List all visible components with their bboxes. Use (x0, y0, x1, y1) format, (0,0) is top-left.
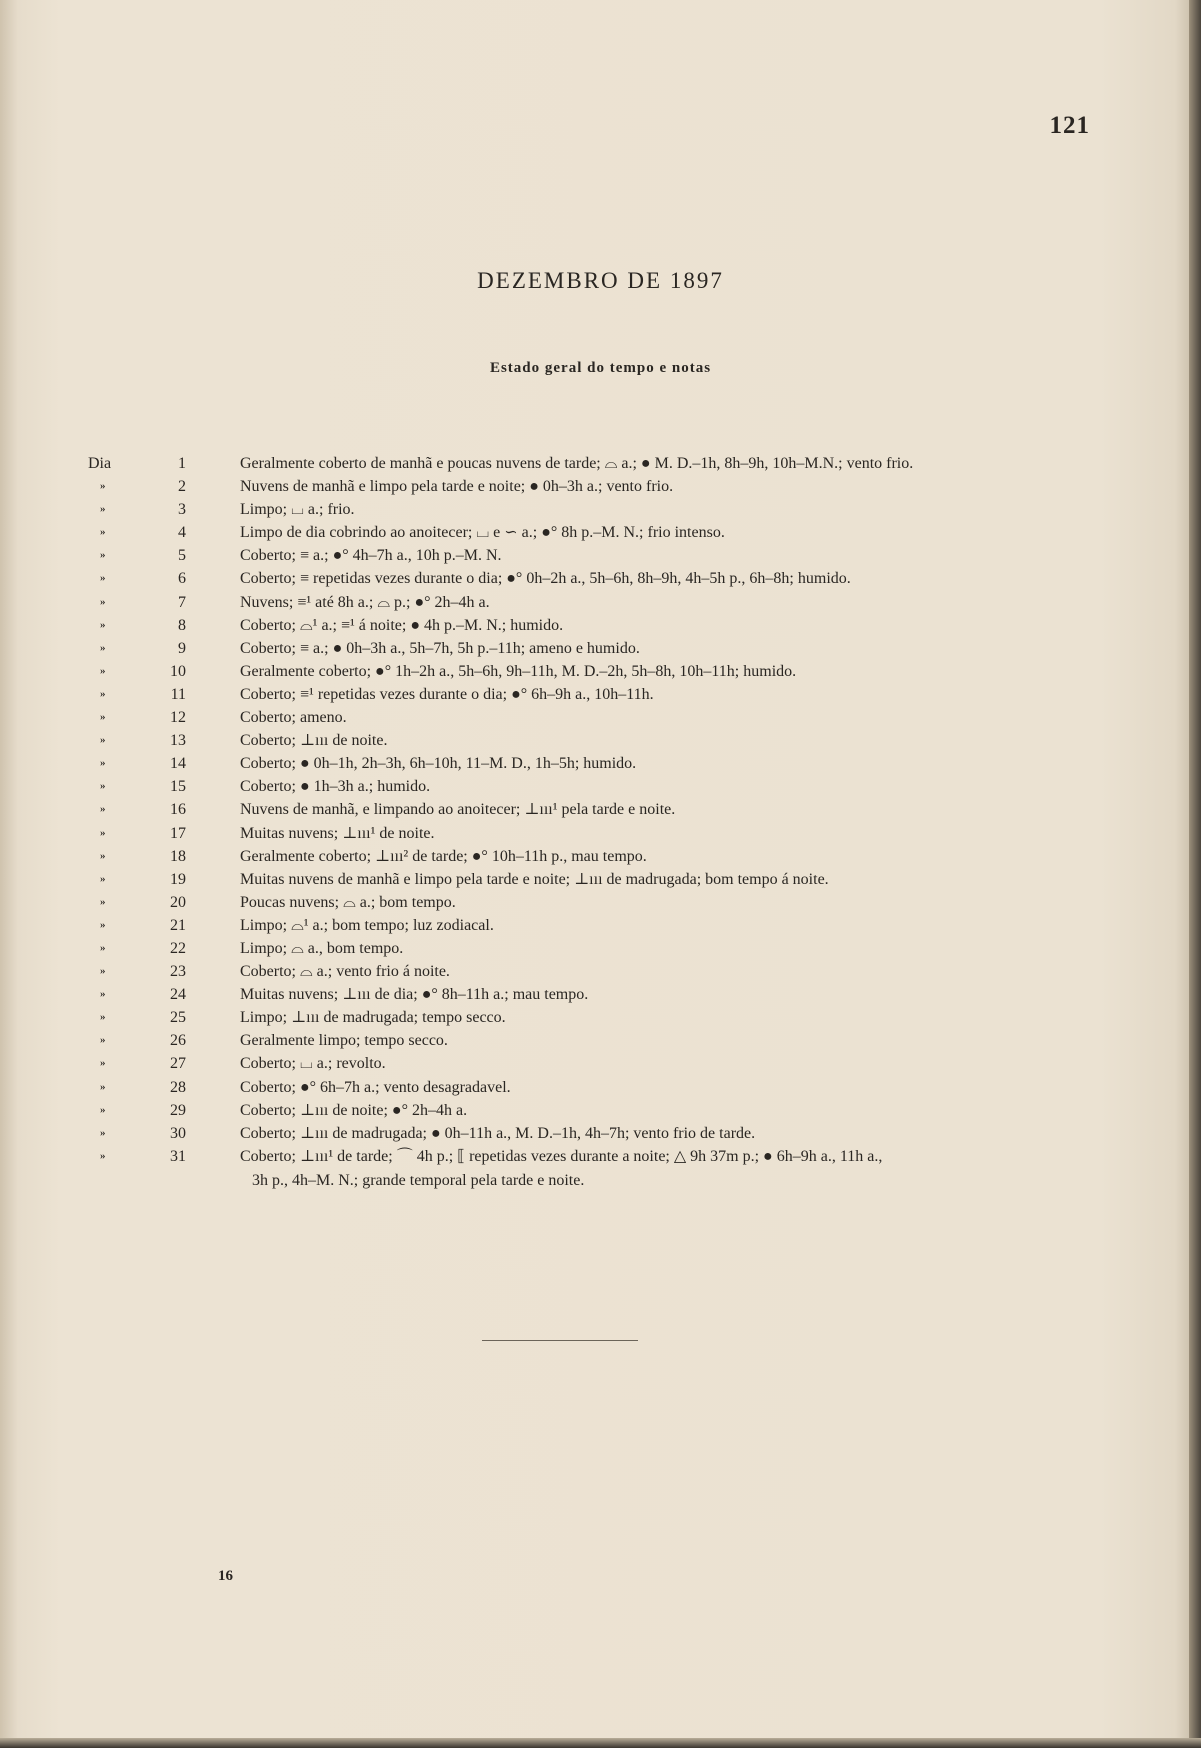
table-row (0, 1123, 1201, 1146)
table-row (0, 522, 1201, 545)
weather-note: Coberto; ameno. (240, 709, 347, 727)
ditto-mark: » (100, 1080, 106, 1093)
table-row (0, 1077, 1201, 1100)
day-number: 13 (170, 732, 186, 750)
weather-note: Coberto; ●° 6h–7h a.; vento desagradavel. (240, 1078, 511, 1096)
ditto-mark: » (100, 1034, 106, 1047)
weather-note: Nuvens; ≡¹ até 8h a.; ⌓ p.; ●° 2h–4h a. (240, 593, 490, 611)
ditto-mark: » (100, 526, 106, 539)
table-row (0, 1100, 1201, 1123)
ditto-mark: » (100, 780, 106, 793)
table-row (0, 730, 1201, 753)
signature-mark: 16 (218, 1568, 233, 1584)
weather-note: Geralmente coberto; ⊥ııı² de tarde; ●° 10h–11h p., mau tempo. (240, 847, 647, 865)
weather-note: Coberto; ⊥ııı¹ de tarde; ⌒ 4h p.; ⟦ repetidas vezes durante a noite; △ 9h 37m p.; ● 6h–9h a., 11h a., (240, 1147, 883, 1165)
ditto-mark: » (100, 803, 106, 816)
weather-note: Coberto; ● 0h–1h, 2h–3h, 6h–10h, 11–M. D., 1h–5h; humido. (240, 755, 637, 773)
day-number: 1 (178, 455, 186, 472)
weather-note: Coberto; ≡ a.; ●° 4h–7h a., 10h p.–M. N. (240, 547, 502, 565)
ditto-mark: » (100, 941, 106, 954)
day-number: 31 (170, 1147, 186, 1165)
table-row (0, 592, 1201, 615)
day-number: 27 (170, 1055, 186, 1073)
weather-note: Limpo; ⌓ a., bom tempo. (240, 939, 404, 957)
day-number: 4 (178, 524, 186, 542)
table-row (0, 1146, 1201, 1169)
weather-note: Limpo; ⊥ııı de madrugada; tempo secco. (240, 1009, 506, 1027)
day-number: 6 (178, 570, 186, 588)
day-number: 7 (178, 593, 186, 611)
ditto-mark: » (100, 711, 106, 724)
ditto-mark: » (100, 1103, 106, 1116)
table-row (0, 823, 1201, 846)
weather-note: Muitas nuvens de manhã e limpo pela tarde e noite; ⊥ııı de madrugada; bom tempo á noite. (240, 870, 829, 888)
table-row (0, 638, 1201, 661)
weather-note: Geralmente limpo; tempo secco. (240, 1032, 448, 1050)
ditto-mark: » (100, 872, 106, 885)
day-number: 11 (170, 685, 186, 703)
table-row (0, 661, 1201, 684)
day-number: 23 (170, 963, 186, 981)
weather-note: Coberto; ⌓ a.; vento frio á noite. (240, 963, 450, 981)
weather-note: Geralmente coberto de manhã e poucas nuvens de tarde; ⌓ a.; ● M. D.–1h, 8h–9h, 10h–M.N.; vento frio. (240, 455, 914, 472)
ditto-mark: » (100, 757, 106, 770)
ditto-mark: » (100, 503, 106, 516)
table-row (0, 568, 1201, 591)
table-row (0, 915, 1201, 938)
day-number: 10 (170, 662, 186, 680)
table-row (0, 1007, 1201, 1030)
day-number: 8 (178, 616, 186, 634)
table-row (0, 776, 1201, 799)
weather-note: Coberto; ⊥ııı de noite; ●° 2h–4h a. (240, 1101, 468, 1119)
table-row (0, 753, 1201, 776)
day-number: 2 (178, 478, 186, 496)
table-row (0, 453, 1201, 476)
weather-note: Coberto; ⊥ııı de madrugada; ● 0h–11h a., M. D.–1h, 4h–7h; vento frio de tarde. (240, 1124, 756, 1142)
weather-note: Coberto; ● 1h–3h a.; humido. (240, 778, 431, 796)
table-row (0, 545, 1201, 568)
weather-note: Geralmente coberto; ●° 1h–2h a., 5h–6h, 9h–11h, M. D.–2h, 5h–8h, 10h–11h; humido. (240, 662, 797, 680)
weather-note: Limpo; ⌴ a.; frio. (240, 501, 355, 519)
day-number: 22 (170, 939, 186, 957)
weather-note: Limpo; ⌓¹ a.; bom tempo; luz zodiacal. (240, 916, 494, 934)
entry-31-continuation: 3h p., 4h–M. N.; grande temporal pela tarde e noite. (252, 1172, 585, 1189)
table-row (0, 1030, 1201, 1053)
weather-note: Coberto; ≡ a.; ● 0h–3h a., 5h–7h, 5h p.–11h; ameno e humido. (240, 639, 640, 657)
day-number: 15 (170, 778, 186, 796)
weather-note: Coberto; ≡ repetidas vezes durante o dia; ●° 0h–2h a., 5h–6h, 8h–9h, 4h–5h p., 6h–8h; humido. (240, 570, 851, 588)
day-number: 29 (170, 1101, 186, 1119)
day-number: 30 (170, 1124, 186, 1142)
ditto-mark: » (100, 595, 106, 608)
weather-note: Coberto; ⌴ a.; revolto. (240, 1055, 386, 1073)
ditto-mark: » (100, 965, 106, 978)
table-row (0, 476, 1201, 499)
ditto-mark: » (100, 1126, 106, 1139)
page-title: DEZEMBRO DE 1897 (477, 268, 724, 293)
table-row (0, 615, 1201, 638)
table-row (0, 892, 1201, 915)
day-label: Dia (88, 455, 112, 472)
table-row (0, 938, 1201, 961)
ditto-mark: » (100, 1149, 106, 1162)
page-number: 121 (1049, 112, 1090, 139)
ditto-mark: » (100, 918, 106, 931)
day-number: 21 (170, 916, 186, 934)
closing-rule (482, 1340, 638, 1341)
weather-note: Coberto; ⊥ııı de noite. (240, 732, 388, 750)
daily-entries-list (0, 453, 1201, 1169)
ditto-mark: » (100, 988, 106, 1001)
weather-note: Nuvens de manhã e limpo pela tarde e noite; ● 0h–3h a.; vento frio. (240, 478, 674, 496)
day-number: 19 (170, 870, 186, 888)
table-row (0, 499, 1201, 522)
ditto-mark: » (100, 1011, 106, 1024)
day-number: 12 (170, 709, 186, 727)
table-row (0, 1053, 1201, 1076)
day-number: 3 (178, 501, 186, 519)
table-row (0, 799, 1201, 822)
table-row (0, 707, 1201, 730)
weather-note: Coberto; ⌓¹ a.; ≡¹ á noite; ● 4h p.–M. N.; humido. (240, 616, 564, 634)
day-number: 17 (170, 824, 186, 842)
day-number: 26 (170, 1032, 186, 1050)
table-row (0, 684, 1201, 707)
table-row (0, 846, 1201, 869)
table-row (0, 984, 1201, 1007)
ditto-mark: » (100, 734, 106, 747)
ditto-mark: » (100, 618, 106, 631)
ditto-mark: » (100, 480, 106, 493)
section-subtitle: Estado geral do tempo e notas (489, 360, 712, 376)
day-number: 24 (170, 986, 186, 1004)
day-number: 18 (170, 847, 186, 865)
day-number: 5 (178, 547, 186, 565)
table-row (0, 869, 1201, 892)
weather-note: Coberto; ≡¹ repetidas vezes durante o dia; ●° 6h–9h a., 10h–11h. (240, 685, 654, 703)
ditto-mark: » (100, 687, 106, 700)
table-row (0, 961, 1201, 984)
ditto-mark: » (100, 895, 106, 908)
day-number: 20 (170, 893, 186, 911)
weather-note: Limpo de dia cobrindo ao anoitecer; ⌴ e ∽ a.; ●° 8h p.–M. N.; frio intenso. (240, 524, 725, 542)
day-number: 9 (178, 639, 186, 657)
ditto-mark: » (100, 826, 106, 839)
weather-note: Muitas nuvens; ⊥ııı¹ de noite. (240, 824, 435, 842)
ditto-mark: » (100, 1057, 106, 1070)
ditto-mark: » (100, 572, 106, 585)
ditto-mark: » (100, 641, 106, 654)
weather-note: Muitas nuvens; ⊥ııı de dia; ●° 8h–11h a.; mau tempo. (240, 986, 589, 1004)
weather-note: Nuvens de manhã, e limpando ao anoitecer; ⊥ııı¹ pela tarde e noite. (240, 801, 676, 819)
page-edge-bottom (0, 1738, 1201, 1748)
ditto-mark: » (100, 549, 106, 562)
ditto-mark: » (100, 664, 106, 677)
day-number: 25 (170, 1009, 186, 1027)
day-number: 16 (170, 801, 186, 819)
ditto-mark: » (100, 849, 106, 862)
day-number: 28 (170, 1078, 186, 1096)
weather-note: Poucas nuvens; ⌓ a.; bom tempo. (240, 893, 456, 911)
day-number: 14 (170, 755, 186, 773)
